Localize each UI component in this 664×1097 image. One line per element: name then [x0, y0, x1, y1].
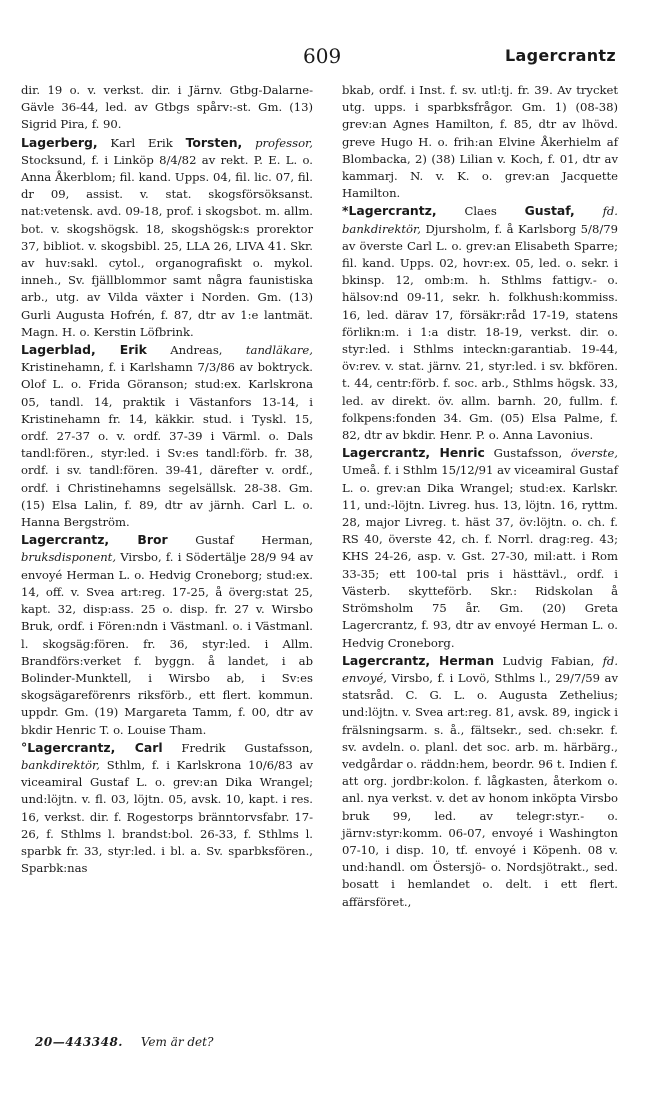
right-column: [342, 82, 618, 911]
entry-given-names: Karl Erik: [97, 135, 186, 150]
entry-lagerberg: [21, 134, 313, 341]
entry-called-name: Torsten,: [185, 134, 243, 150]
entry-lagercrantz-herman: [342, 652, 618, 911]
entry-text: Djursholm, f. å Karlsborg 5/8/79 av överste Carl L. o. grev:an Elisabeth Sparre; fil. kand. Upps. 02, hovr:ex. 05, led. o. sekr. i bkinsp. 12, omb:m. h. Sthlms fattigv.- o. hälsov:nd 09-11, sekr. h. folkhush:kommiss. 16, led. därav 17, försäkr:råd 17-19, statens förlikn:m. i 1:a distr. 18-19, verkst. dir. o. styr:led. i Sthlms inteckn:garantiab. 19-44, öv:rev. v. stat. järnv. 21, styr:led. i sv. bkfören. t. 44, centr:förb. f. soc. arb., Sthlms högsk. 33, led. av direkt. öv. allm. barnh. 20, fullm. f. folkpens:fonden 34. Gm. (05) Elsa Palme, f. 82, dtr av bkdir. Henr. P. o. Anna Lavonius.: [342, 221, 618, 443]
entry-occupation: fd. envoyé,: [342, 653, 619, 685]
entry-continuation: [342, 82, 618, 202]
entry-occupation: bruksdisponent,: [21, 550, 117, 565]
entry-text: bkab, ordf. i Inst. f. sv. utl:tj. fr. 39. Av trycket utg. upps. i sparbksfrågor. Gm. 1) (08-38) grev:an Agnes Hamilton, f. 85, dtr av lhövd. greve Hugo H. o. frih:an Elvine Åkerhielm af Blombacka, 2) (38) Lilian v. Koch, f. 01, dtr av kammarj. N. v. K. o. grev:an Jacquette Hamilton.: [342, 83, 618, 201]
entry-text: Virsbo, f. i Södertälje 28/9 94 av envoyé Herman L. o. Hedvig Croneborg; stud:ex. 14, off. v. Svea art:reg. 17-25, å överg:stat 25, kapt. 32, disp:ass. 25 o. disp. fr. 27 v. Wirsbo Bruk, ordf. i Fören:ndn i Västmanl. o. i Västmanl. l. skogsäg:fören. fr. 36, styr:led. i Allm. Brandförs:verket f. byggn. å landet, i ab Bolinder-Munktell, i Wirsbo ab, i Sv:es skogsägareförenrs riksförb., ett flert. kommun. uppdr. Gm. (19) Margareta Tamm, f. 00, dtr av bkdir Henric T. o. Louise Tham.: [21, 550, 313, 737]
running-head: Lagercrantz: [504, 46, 616, 65]
entry-name: Lagerblad, Erik: [21, 342, 147, 358]
entry-lagercrantz-henric: [342, 444, 618, 651]
entry-occupation: tandläkare,: [245, 343, 313, 358]
entry-given-names: Gustafsson,: [484, 446, 571, 461]
entry-given-names: Andreas,: [146, 343, 246, 358]
entry-occupation: överste,: [570, 446, 618, 461]
entry-continuation: [21, 82, 313, 134]
entry-text: Sthlm, f. i Karlskrona 10/6/83 av viceamiral Gustaf L. o. grev:an Dika Wrangel; und:löjtn. v. fl. 03, löjtn. 05, avsk. 10, kapt. i res. 16, verkst. dir. f. Rogestorps bränntorvsfabr. 17-26, f. Sthlms l. brandst:bol. 26-33, f. Sthlms l. sparbk fr. 33, styr:led. i bl. a. Sv. sparbksfören., Sparbk:nas: [21, 757, 313, 876]
entry-text: dir. 19 o. v. verkst. dir. i Järnv. Gtbg-Dalarne-Gävle 36-44, led. av Gtbgs spårv:-st. Gm. (13) Sigrid Pira, f. 90.: [21, 83, 313, 132]
page-header: [0, 44, 664, 74]
page-footer: [35, 1035, 213, 1049]
page-number: 609: [303, 44, 342, 68]
entry-occupation: fd. bankdirektör,: [342, 204, 618, 236]
entry-given-names: Fredrik Gustafsson,: [162, 740, 313, 755]
printer-code: 20—443348.: [35, 1035, 123, 1049]
entry-text: Kristinehamn, f. i Karlshamn 7/3/86 av boktryck. Olof L. o. Frida Göranson; stud:ex. Karlskrona 05, tandl. 14, praktik i Västanfors 13-14, i Kristinehamn fr. 14, käkkir. stud. i Tyskl. 15, ordf. 27-37 o. v. ordf. 37-39 i Värml. o. Dals tandl:fören., styr:led. i Sv:es tandl:förb. fr. 38, ordf. i sv. tandl:fören. 39-41, därefter v. ordf., ordf. i Christinehamns segelsällsk. 28-38. Gm. (15) Elsa Lalin, f. 89, dtr av järnh. Carl L. o. Hanna Bergström.: [21, 360, 313, 530]
entry-text: Stocksund, f. i Linköp 8/4/82 av rekt. P. E. L. o. Anna Åkerblom; fil. kand. Upps. 04, fil. lic. 07, fil. dr 09, assist. v. stat. skogsförsöksanst. nat:vetensk. avd. 09-18, prof. i skogsbot. m. allm. bot. v. skogshögsk. 18, skogshögsk:s prorektor 37, bibliot. v. skogsbibl. 25, LLA 26, LIVA 41. Skr. av huv:sakl. cytol., organografiskt o. mykol. inneh., Sv. fjällblommor samt några faunistiska arb., utg. av Vilda växter i Norden. Gm. (13) Gurli Augusta Hofrén, f. 87, dtr av 1:e lantmät. Magn. H. o. Kerstin Löfbrink.: [21, 152, 313, 339]
entry-occupation: professor,: [242, 135, 313, 150]
entry-lagercrantz-claes: [342, 202, 618, 444]
entry-text: Virsbo, f. i Lovö, Sthlms l., 29/7/59 av statsråd. C. G. L. o. Augusta Zethelius; und:löjtn. v. Svea art:reg. 81, avsk. 89, ingick i frälsningsarm. s. å., fältsekr., sed. ch:sekr. f. sv. avdeln. o. planl. det soc. arb. m. härbärg., vedgårdar o. räddn:hem, beordr. 96 t. Indien f. att org. jordbr:kolon. f. lågkasten, återkom o. anl. nya verkst. v. det av honom inköpta Virsbo bruk 99, led. av telegr:styr.- o. järnv:styr:komm. 06-07, envoyé i Washington 07-10, i disp. 10, tf. envoyé i Köpenh. 08 v. und:handl. om Östersjö- o. Nordsjötrakt., sed. bosatt i hemlandet o. delt. i ett flert. affärsföret.,: [342, 670, 618, 909]
book-title: Vem är det?: [140, 1035, 214, 1049]
entry-name: Lagercrantz, Herman: [342, 652, 495, 668]
left-column: [21, 82, 313, 877]
entry-lagercrantz-carl: [21, 739, 313, 878]
entry-given-names: Ludvig Fabian,: [494, 653, 603, 668]
entry-given-names: Claes: [436, 204, 525, 219]
entry-name: Lagercrantz, Bror: [21, 532, 168, 548]
entry-given-names: Gustaf Herman,: [167, 533, 313, 548]
entry-name: Lagerberg,: [21, 134, 98, 150]
entry-name: °Lagercrantz, Carl: [21, 739, 163, 755]
entry-text: Umeå. f. i Sthlm 15/12/91 av viceamiral Gustaf L. o. grev:an Dika Wrangel; stud:ex. Karlskr. 11, und:-löjtn. Livreg. hus. 13, löjtn. 16, ryttm. 28, major Livreg. t. häst 37, öv:löjtn. o. ch. f. RS 40, överste 42, ch. f. Norrl. drag:reg. 43; KHS 24-26, asp. v. Gst. 27-30, mil:att. i Rom 33-35; ett 100-tal pris i hästtävl., ordf. i Västerb. skytteförb. Skr.: Ridskolan å Strömsholm 75 år. Gm. (20) Greta Lagercrantz, f. 93, dtr av envoyé Herman L. o. Hedvig Croneborg.: [342, 463, 618, 650]
entry-called-name: Gustaf,: [524, 203, 575, 219]
entry-occupation: bankdirektör,: [21, 757, 100, 772]
entry-lagerblad: [21, 341, 313, 531]
entry-name: *Lagercrantz,: [342, 203, 437, 219]
entry-lagercrantz-bror: [21, 531, 313, 738]
entry-name: Lagercrantz, Henric: [342, 445, 485, 461]
